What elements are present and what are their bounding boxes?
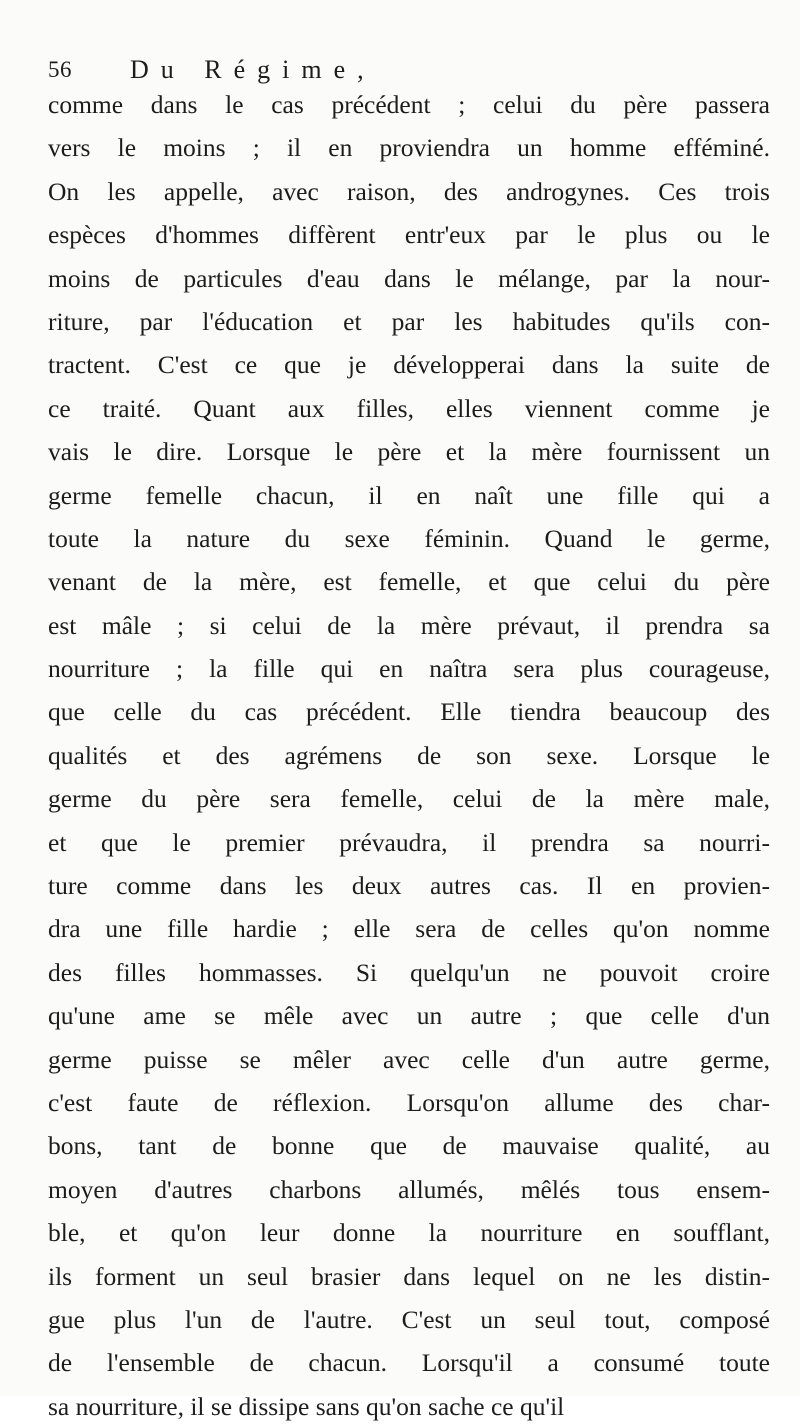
- text-line: moyen d'autres charbons allumés, mêlés tous ensem-: [48, 1174, 770, 1204]
- text-line: ils forment un seul brasier dans lequel on ne les distin-: [48, 1261, 770, 1291]
- text-line: qu'une ame se mêle avec un autre ; que celle d'un: [48, 1001, 770, 1031]
- text-line: vers le moins ; il en proviendra un homme efféminé.: [48, 133, 770, 163]
- text-line: venant de la mère, est femelle, et que celui du père: [48, 567, 770, 597]
- text-line: c'est faute de réflexion. Lorsqu'on allume des char-: [48, 1087, 770, 1117]
- text-line: comme dans le cas précédent ; celui du père passera: [48, 90, 770, 119]
- text-line: nourriture ; la fille qui en naîtra sera plus courageuse,: [48, 654, 770, 684]
- running-head: Du Régime,: [130, 55, 376, 84]
- text-line: de l'ensemble de chacun. Lorsqu'il a consumé toute: [48, 1348, 770, 1378]
- text-line: vais le dire. Lorsque le père et la mère fournissent un: [48, 437, 770, 467]
- text-line: tractent. C'est ce que je développerai dans la suite de: [48, 350, 770, 380]
- text-line: On les appelle, avec raison, des androgynes. Ces trois: [48, 176, 770, 206]
- text-line: que celle du cas précédent. Elle tiendra beaucoup des: [48, 697, 770, 727]
- text-line: ce traité. Quant aux filles, elles viennent comme je: [48, 393, 770, 423]
- text-line: toute la nature du sexe féminin. Quand le germe,: [48, 523, 770, 553]
- text-line: qualités et des agrémens de son sexe. Lorsque le: [48, 740, 770, 770]
- text-line: est mâle ; si celui de la mère prévaut, il prendra sa: [48, 610, 770, 640]
- text-line: riture, par l'éducation et par les habitudes qu'ils con-: [48, 306, 770, 336]
- text-line: germe du père sera femelle, celui de la mère male,: [48, 784, 770, 814]
- text-line: ble, et qu'on leur donne la nourriture en soufflant,: [48, 1218, 770, 1248]
- text-line: bons, tant de bonne que de mauvaise qualité, au: [48, 1131, 770, 1161]
- text-line: gue plus l'un de l'autre. C'est un seul tout, composé: [48, 1304, 770, 1334]
- text-line: germe puisse se mêler avec celle d'un autre germe,: [48, 1044, 770, 1074]
- body-text: [48, 83, 770, 1428]
- page-number: 56: [48, 57, 72, 82]
- text-line: espèces d'hommes diffèrent entr'eux par le plus ou le: [48, 220, 770, 250]
- text-line: et que le premier prévaudra, il prendra sa nourri-: [48, 827, 770, 857]
- text-line: moins de particules d'eau dans le mélange, par la nour-: [48, 263, 770, 293]
- text-line: germe femelle chacun, il en naît une fille qui a: [48, 480, 770, 510]
- text-line: des filles hommasses. Si quelqu'un ne pouvoit croire: [48, 957, 770, 987]
- text-line: dra une fille hardie ; elle sera de celles qu'on nomme: [48, 914, 770, 944]
- text-line: ture comme dans les deux autres cas. Il en provien-: [48, 871, 770, 901]
- text-line: sa nourriture, il se dissipe sans qu'on sache ce qu'il: [48, 1391, 565, 1421]
